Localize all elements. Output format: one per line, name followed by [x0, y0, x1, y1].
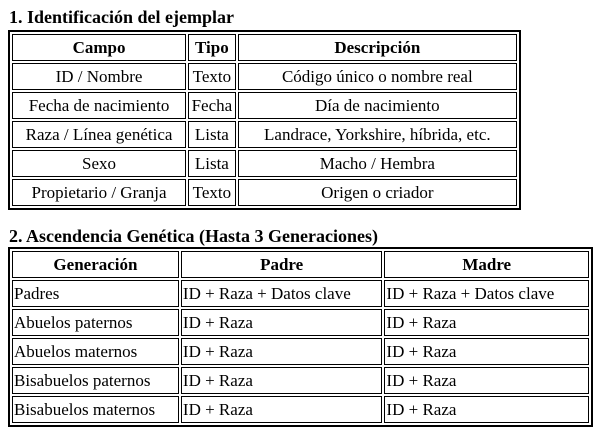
table-row	[12, 280, 589, 307]
field-description-cell: Día de nacimiento	[238, 92, 517, 119]
table-row	[12, 121, 517, 148]
table-row	[12, 396, 589, 423]
generation-cell: Bisabuelos paternos	[12, 367, 179, 394]
field-name-cell: Sexo	[12, 150, 186, 177]
table-row	[12, 309, 589, 336]
father-cell: ID + Raza	[181, 309, 383, 336]
field-description-cell: Landrace, Yorkshire, híbrida, etc.	[238, 121, 517, 148]
table-row	[12, 92, 517, 119]
field-type-cell: Lista	[188, 150, 236, 177]
field-name-cell: Propietario / Granja	[12, 179, 186, 206]
field-type-cell: Lista	[188, 121, 236, 148]
mother-cell: ID + Raza	[384, 396, 589, 423]
field-name-cell: Raza / Línea genética	[12, 121, 186, 148]
generation-cell: Padres	[12, 280, 179, 307]
field-name-cell: Fecha de nacimiento	[12, 92, 186, 119]
father-cell: ID + Raza + Datos clave	[181, 280, 383, 307]
mother-cell: ID + Raza	[384, 309, 589, 336]
field-description-cell: Macho / Hembra	[238, 150, 517, 177]
mother-cell: ID + Raza	[384, 367, 589, 394]
column-header-madre: Madre	[384, 251, 589, 278]
mother-cell: ID + Raza	[384, 338, 589, 365]
father-cell: ID + Raza	[181, 367, 383, 394]
generation-cell: Bisabuelos maternos	[12, 396, 179, 423]
column-header-padre: Padre	[181, 251, 383, 278]
section-1-title: 1. Identificación del ejemplar	[9, 7, 234, 27]
column-header-generacion: Generación	[12, 251, 179, 278]
table-row	[12, 150, 517, 177]
field-type-cell: Texto	[188, 179, 236, 206]
genetic-ancestry-table	[8, 247, 593, 427]
section-2-title: 2. Ascendencia Genética (Hasta 3 Generaciones)	[9, 226, 378, 246]
table-row	[12, 367, 589, 394]
father-cell: ID + Raza	[181, 338, 383, 365]
table-header-row	[12, 251, 589, 278]
field-name-cell: ID / Nombre	[12, 63, 186, 90]
mother-cell: ID + Raza + Datos clave	[384, 280, 589, 307]
father-cell: ID + Raza	[181, 396, 383, 423]
column-header-campo: Campo	[12, 34, 186, 61]
identification-table	[8, 30, 521, 210]
column-header-descripcion: Descripción	[238, 34, 517, 61]
table-row	[12, 63, 517, 90]
field-description-cell: Origen o criador	[238, 179, 517, 206]
field-type-cell: Fecha	[188, 92, 236, 119]
table-row	[12, 179, 517, 206]
generation-cell: Abuelos maternos	[12, 338, 179, 365]
generation-cell: Abuelos paternos	[12, 309, 179, 336]
field-type-cell: Texto	[188, 63, 236, 90]
column-header-tipo: Tipo	[188, 34, 236, 61]
table-row	[12, 338, 589, 365]
field-description-cell: Código único o nombre real	[238, 63, 517, 90]
table-header-row	[12, 34, 517, 61]
